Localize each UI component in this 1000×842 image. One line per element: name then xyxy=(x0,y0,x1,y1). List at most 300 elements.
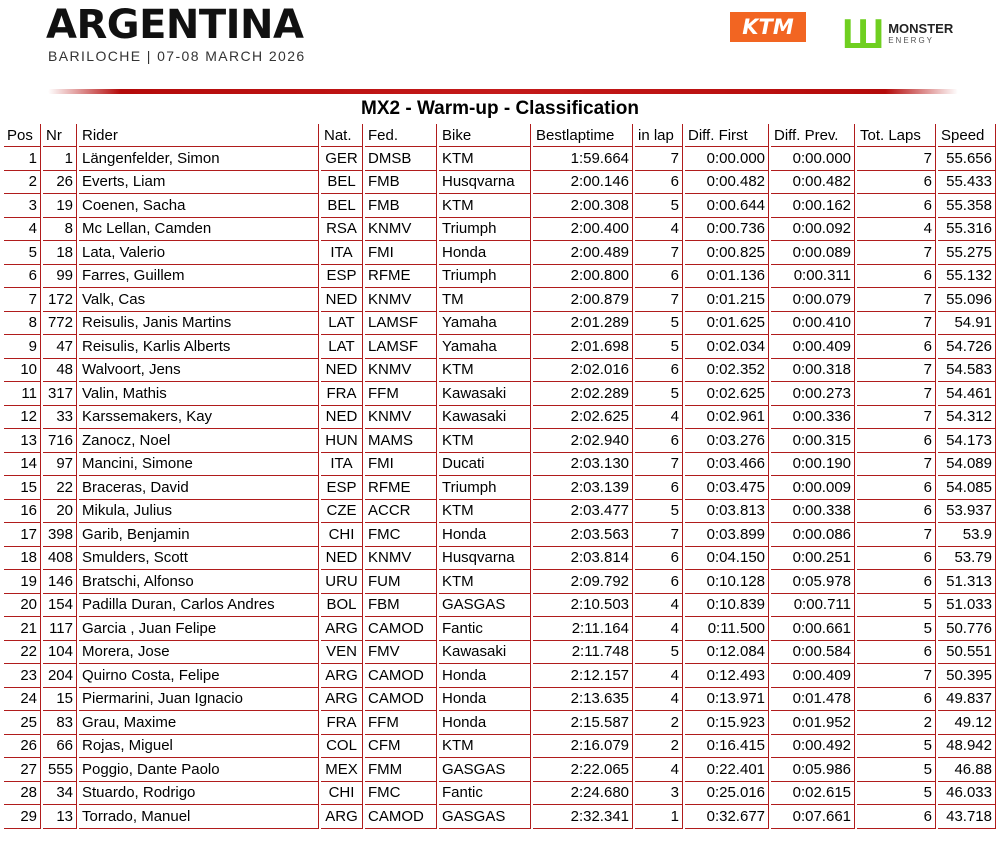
cell-in-lap: 1 xyxy=(635,805,683,829)
cell-nr: 48 xyxy=(43,359,77,383)
cell-bestlaptime: 2:00.800 xyxy=(533,265,633,289)
table-row xyxy=(4,805,996,829)
cell-nr: 22 xyxy=(43,476,77,500)
cell-diff-first: 0:15.923 xyxy=(685,711,769,735)
cell-nr: 20 xyxy=(43,500,77,524)
cell-rider: Braceras, David xyxy=(79,476,319,500)
cell-speed: 54.726 xyxy=(938,335,996,359)
cell-nr: 104 xyxy=(43,641,77,665)
cell-bestlaptime: 2:00.400 xyxy=(533,218,633,242)
cell-speed: 46.033 xyxy=(938,782,996,806)
cell-diff-first: 0:00.482 xyxy=(685,171,769,195)
table-row xyxy=(4,359,996,383)
cell-tot-laps: 6 xyxy=(857,171,936,195)
cell-fed: FMM xyxy=(365,758,437,782)
table-row xyxy=(4,288,996,312)
cell-bestlaptime: 2:00.146 xyxy=(533,171,633,195)
cell-rider: Farres, Guillem xyxy=(79,265,319,289)
cell-tot-laps: 6 xyxy=(857,500,936,524)
cell-bike: Kawasaki xyxy=(439,382,531,406)
cell-speed: 50.395 xyxy=(938,664,996,688)
table-row xyxy=(4,758,996,782)
cell-speed: 54.91 xyxy=(938,312,996,336)
cell-nat: URU xyxy=(321,570,363,594)
cell-nat: ITA xyxy=(321,241,363,265)
cell-diff-prev: 0:00.318 xyxy=(771,359,855,383)
cell-tot-laps: 2 xyxy=(857,711,936,735)
cell-bike: Honda xyxy=(439,711,531,735)
cell-diff-prev: 0:00.336 xyxy=(771,406,855,430)
cell-diff-first: 0:11.500 xyxy=(685,617,769,641)
cell-bestlaptime: 2:00.308 xyxy=(533,194,633,218)
column-header-nr: Nr xyxy=(43,124,77,147)
table-row xyxy=(4,382,996,406)
cell-pos: 4 xyxy=(4,218,41,242)
cell-nat: ITA xyxy=(321,453,363,477)
column-header-in-lap: in lap xyxy=(635,124,683,147)
cell-diff-prev: 0:00.315 xyxy=(771,429,855,453)
table-row xyxy=(4,406,996,430)
cell-nat: NED xyxy=(321,547,363,571)
cell-bike: Kawasaki xyxy=(439,406,531,430)
cell-in-lap: 5 xyxy=(635,500,683,524)
table-row xyxy=(4,171,996,195)
cell-diff-first: 0:12.493 xyxy=(685,664,769,688)
cell-bestlaptime: 2:09.792 xyxy=(533,570,633,594)
cell-bike: GASGAS xyxy=(439,805,531,829)
cell-tot-laps: 6 xyxy=(857,688,936,712)
cell-speed: 55.132 xyxy=(938,265,996,289)
cell-speed: 55.656 xyxy=(938,147,996,171)
cell-in-lap: 2 xyxy=(635,711,683,735)
cell-bike: Fantic xyxy=(439,782,531,806)
cell-rider: Valin, Mathis xyxy=(79,382,319,406)
cell-diff-prev: 0:00.273 xyxy=(771,382,855,406)
cell-in-lap: 5 xyxy=(635,641,683,665)
cell-bike: GASGAS xyxy=(439,758,531,782)
cell-in-lap: 4 xyxy=(635,664,683,688)
column-header-bestlaptime: Bestlaptime xyxy=(533,124,633,147)
cell-pos: 23 xyxy=(4,664,41,688)
cell-tot-laps: 6 xyxy=(857,547,936,571)
cell-speed: 55.433 xyxy=(938,171,996,195)
cell-in-lap: 5 xyxy=(635,335,683,359)
cell-pos: 26 xyxy=(4,735,41,759)
cell-in-lap: 3 xyxy=(635,782,683,806)
cell-bestlaptime: 2:02.289 xyxy=(533,382,633,406)
cell-rider: Everts, Liam xyxy=(79,171,319,195)
cell-fed: RFME xyxy=(365,265,437,289)
cell-bestlaptime: 2:03.563 xyxy=(533,523,633,547)
cell-tot-laps: 7 xyxy=(857,147,936,171)
cell-nr: 19 xyxy=(43,194,77,218)
cell-nr: 555 xyxy=(43,758,77,782)
cell-fed: MAMS xyxy=(365,429,437,453)
cell-in-lap: 7 xyxy=(635,147,683,171)
cell-nat: COL xyxy=(321,735,363,759)
cell-fed: KNMV xyxy=(365,406,437,430)
cell-bestlaptime: 2:22.065 xyxy=(533,758,633,782)
cell-fed: RFME xyxy=(365,476,437,500)
cell-nr: 8 xyxy=(43,218,77,242)
column-header-speed: Speed xyxy=(938,124,996,147)
cell-tot-laps: 7 xyxy=(857,312,936,336)
cell-nr: 15 xyxy=(43,688,77,712)
cell-speed: 55.275 xyxy=(938,241,996,265)
table-row xyxy=(4,523,996,547)
cell-pos: 14 xyxy=(4,453,41,477)
cell-fed: CAMOD xyxy=(365,688,437,712)
cell-rider: Stuardo, Rodrigo xyxy=(79,782,319,806)
cell-tot-laps: 7 xyxy=(857,406,936,430)
cell-bike: Triumph xyxy=(439,476,531,500)
cell-pos: 7 xyxy=(4,288,41,312)
cell-speed: 49.837 xyxy=(938,688,996,712)
cell-diff-first: 0:02.352 xyxy=(685,359,769,383)
cell-pos: 15 xyxy=(4,476,41,500)
cell-diff-prev: 0:00.711 xyxy=(771,594,855,618)
cell-nr: 83 xyxy=(43,711,77,735)
cell-speed: 49.12 xyxy=(938,711,996,735)
cell-in-lap: 7 xyxy=(635,453,683,477)
cell-pos: 6 xyxy=(4,265,41,289)
cell-bestlaptime: 2:24.680 xyxy=(533,782,633,806)
cell-rider: Lata, Valerio xyxy=(79,241,319,265)
cell-bike: Yamaha xyxy=(439,335,531,359)
event-subtitle: BARILOCHE | 07-08 MARCH 2026 xyxy=(48,48,306,64)
cell-bestlaptime: 2:03.139 xyxy=(533,476,633,500)
cell-speed: 51.313 xyxy=(938,570,996,594)
table-row xyxy=(4,312,996,336)
cell-speed: 46.88 xyxy=(938,758,996,782)
cell-in-lap: 5 xyxy=(635,382,683,406)
cell-nat: ARG xyxy=(321,805,363,829)
cell-rider: Mancini, Simone xyxy=(79,453,319,477)
cell-bike: Husqvarna xyxy=(439,547,531,571)
cell-pos: 29 xyxy=(4,805,41,829)
cell-in-lap: 5 xyxy=(635,194,683,218)
cell-tot-laps: 6 xyxy=(857,805,936,829)
cell-rider: Zanocz, Noel xyxy=(79,429,319,453)
cell-diff-first: 0:02.625 xyxy=(685,382,769,406)
cell-nat: ESP xyxy=(321,265,363,289)
cell-fed: KNMV xyxy=(365,547,437,571)
cell-tot-laps: 5 xyxy=(857,735,936,759)
cell-pos: 27 xyxy=(4,758,41,782)
cell-bestlaptime: 2:02.625 xyxy=(533,406,633,430)
cell-fed: FFM xyxy=(365,711,437,735)
cell-tot-laps: 5 xyxy=(857,617,936,641)
cell-bike: Triumph xyxy=(439,265,531,289)
cell-in-lap: 4 xyxy=(635,406,683,430)
table-row xyxy=(4,476,996,500)
cell-speed: 50.551 xyxy=(938,641,996,665)
table-row xyxy=(4,711,996,735)
cell-fed: LAMSF xyxy=(365,335,437,359)
cell-nat: ESP xyxy=(321,476,363,500)
cell-speed: 53.79 xyxy=(938,547,996,571)
cell-nat: LAT xyxy=(321,312,363,336)
table-row xyxy=(4,335,996,359)
cell-nr: 97 xyxy=(43,453,77,477)
cell-nat: ARG xyxy=(321,664,363,688)
cell-bestlaptime: 2:02.016 xyxy=(533,359,633,383)
cell-bestlaptime: 2:11.748 xyxy=(533,641,633,665)
cell-rider: Valk, Cas xyxy=(79,288,319,312)
cell-diff-first: 0:13.971 xyxy=(685,688,769,712)
table-row xyxy=(4,453,996,477)
cell-diff-prev: 0:05.986 xyxy=(771,758,855,782)
cell-fed: CAMOD xyxy=(365,664,437,688)
cell-nr: 99 xyxy=(43,265,77,289)
cell-speed: 51.033 xyxy=(938,594,996,618)
cell-pos: 16 xyxy=(4,500,41,524)
table-row xyxy=(4,617,996,641)
column-header-tot-laps: Tot. Laps xyxy=(857,124,936,147)
cell-nr: 772 xyxy=(43,312,77,336)
cell-bestlaptime: 2:01.289 xyxy=(533,312,633,336)
cell-bestlaptime: 2:02.940 xyxy=(533,429,633,453)
header-stripe xyxy=(48,89,958,94)
cell-diff-prev: 0:00.311 xyxy=(771,265,855,289)
cell-nat: RSA xyxy=(321,218,363,242)
table-row xyxy=(4,735,996,759)
cell-bestlaptime: 2:01.698 xyxy=(533,335,633,359)
cell-nat: BEL xyxy=(321,171,363,195)
cell-rider: Garib, Benjamin xyxy=(79,523,319,547)
table-row xyxy=(4,547,996,571)
cell-diff-prev: 0:01.478 xyxy=(771,688,855,712)
cell-speed: 54.461 xyxy=(938,382,996,406)
cell-in-lap: 6 xyxy=(635,171,683,195)
cell-bestlaptime: 2:03.477 xyxy=(533,500,633,524)
cell-diff-first: 0:01.215 xyxy=(685,288,769,312)
cell-nat: MEX xyxy=(321,758,363,782)
cell-in-lap: 4 xyxy=(635,617,683,641)
cell-bestlaptime: 2:32.341 xyxy=(533,805,633,829)
cell-bestlaptime: 2:16.079 xyxy=(533,735,633,759)
cell-pos: 11 xyxy=(4,382,41,406)
cell-fed: FMI xyxy=(365,453,437,477)
cell-bestlaptime: 1:59.664 xyxy=(533,147,633,171)
cell-nat: ARG xyxy=(321,688,363,712)
cell-bike: Husqvarna xyxy=(439,171,531,195)
cell-tot-laps: 7 xyxy=(857,453,936,477)
cell-pos: 22 xyxy=(4,641,41,665)
cell-in-lap: 6 xyxy=(635,476,683,500)
cell-nat: ARG xyxy=(321,617,363,641)
table-row xyxy=(4,241,996,265)
cell-tot-laps: 6 xyxy=(857,194,936,218)
column-header-rider: Rider xyxy=(79,124,319,147)
cell-pos: 25 xyxy=(4,711,41,735)
cell-rider: Rojas, Miguel xyxy=(79,735,319,759)
cell-bike: KTM xyxy=(439,735,531,759)
cell-diff-prev: 0:07.661 xyxy=(771,805,855,829)
column-header-pos: Pos xyxy=(4,124,41,147)
cell-nat: BEL xyxy=(321,194,363,218)
cell-nr: 18 xyxy=(43,241,77,265)
ktm-logo-text: KTM xyxy=(742,15,794,39)
cell-rider: Poggio, Dante Paolo xyxy=(79,758,319,782)
cell-in-lap: 6 xyxy=(635,570,683,594)
cell-rider: Quirno Costa, Felipe xyxy=(79,664,319,688)
monster-logo-text: MONSTER xyxy=(888,21,954,37)
classification-title: MX2 - Warm-up - Classification xyxy=(361,98,639,119)
cell-rider: Reisulis, Karlis Alberts xyxy=(79,335,319,359)
cell-diff-prev: 0:00.089 xyxy=(771,241,855,265)
cell-bestlaptime: 2:13.635 xyxy=(533,688,633,712)
cell-bike: Honda xyxy=(439,523,531,547)
cell-pos: 8 xyxy=(4,312,41,336)
cell-diff-first: 0:00.736 xyxy=(685,218,769,242)
cell-diff-prev: 0:00.009 xyxy=(771,476,855,500)
cell-rider: Smulders, Scott xyxy=(79,547,319,571)
cell-bestlaptime: 2:03.130 xyxy=(533,453,633,477)
cell-in-lap: 6 xyxy=(635,359,683,383)
cell-bike: Triumph xyxy=(439,218,531,242)
cell-fed: DMSB xyxy=(365,147,437,171)
cell-bestlaptime: 2:11.164 xyxy=(533,617,633,641)
cell-fed: ACCR xyxy=(365,500,437,524)
cell-diff-prev: 0:00.251 xyxy=(771,547,855,571)
cell-pos: 12 xyxy=(4,406,41,430)
cell-diff-first: 0:03.475 xyxy=(685,476,769,500)
cell-pos: 9 xyxy=(4,335,41,359)
cell-bestlaptime: 2:00.489 xyxy=(533,241,633,265)
cell-pos: 5 xyxy=(4,241,41,265)
cell-nr: 716 xyxy=(43,429,77,453)
cell-nr: 172 xyxy=(43,288,77,312)
cell-speed: 48.942 xyxy=(938,735,996,759)
column-header-diff-first: Diff. First xyxy=(685,124,769,147)
cell-bike: Ducati xyxy=(439,453,531,477)
cell-diff-prev: 0:02.615 xyxy=(771,782,855,806)
cell-speed: 55.096 xyxy=(938,288,996,312)
cell-fed: FMI xyxy=(365,241,437,265)
monster-energy-logo xyxy=(842,4,954,64)
cell-in-lap: 7 xyxy=(635,241,683,265)
cell-bike: KTM xyxy=(439,500,531,524)
cell-nr: 204 xyxy=(43,664,77,688)
cell-diff-first: 0:03.813 xyxy=(685,500,769,524)
cell-tot-laps: 6 xyxy=(857,570,936,594)
cell-pos: 18 xyxy=(4,547,41,571)
cell-speed: 55.358 xyxy=(938,194,996,218)
cell-nat: NED xyxy=(321,406,363,430)
cell-pos: 20 xyxy=(4,594,41,618)
cell-tot-laps: 7 xyxy=(857,359,936,383)
cell-tot-laps: 6 xyxy=(857,429,936,453)
cell-nat: BOL xyxy=(321,594,363,618)
cell-bike: KTM xyxy=(439,194,531,218)
cell-bestlaptime: 2:12.157 xyxy=(533,664,633,688)
cell-pos: 1 xyxy=(4,147,41,171)
cell-diff-first: 0:25.016 xyxy=(685,782,769,806)
cell-diff-prev: 0:00.584 xyxy=(771,641,855,665)
cell-nat: GER xyxy=(321,147,363,171)
cell-nat: CZE xyxy=(321,500,363,524)
cell-fed: FMC xyxy=(365,523,437,547)
cell-speed: 50.776 xyxy=(938,617,996,641)
cell-diff-first: 0:00.825 xyxy=(685,241,769,265)
cell-diff-first: 0:03.466 xyxy=(685,453,769,477)
table-row xyxy=(4,500,996,524)
cell-fed: FMV xyxy=(365,641,437,665)
cell-speed: 53.9 xyxy=(938,523,996,547)
cell-diff-prev: 0:00.092 xyxy=(771,218,855,242)
table-row xyxy=(4,782,996,806)
cell-nat: VEN xyxy=(321,641,363,665)
cell-tot-laps: 5 xyxy=(857,782,936,806)
cell-nat: CHI xyxy=(321,523,363,547)
monster-claw-icon: Ш xyxy=(842,10,885,57)
cell-rider: Garcia , Juan Felipe xyxy=(79,617,319,641)
table-row xyxy=(4,147,996,171)
cell-in-lap: 5 xyxy=(635,312,683,336)
table-body xyxy=(4,147,996,829)
cell-pos: 21 xyxy=(4,617,41,641)
table-row xyxy=(4,429,996,453)
cell-diff-first: 0:00.000 xyxy=(685,147,769,171)
cell-diff-first: 0:10.839 xyxy=(685,594,769,618)
cell-diff-first: 0:10.128 xyxy=(685,570,769,594)
cell-pos: 17 xyxy=(4,523,41,547)
cell-speed: 43.718 xyxy=(938,805,996,829)
cell-bestlaptime: 2:15.587 xyxy=(533,711,633,735)
cell-diff-first: 0:03.276 xyxy=(685,429,769,453)
cell-bestlaptime: 2:03.814 xyxy=(533,547,633,571)
cell-fed: CFM xyxy=(365,735,437,759)
cell-tot-laps: 7 xyxy=(857,288,936,312)
cell-diff-prev: 0:00.410 xyxy=(771,312,855,336)
cell-fed: FFM xyxy=(365,382,437,406)
cell-diff-prev: 0:00.079 xyxy=(771,288,855,312)
cell-bike: KTM xyxy=(439,359,531,383)
cell-fed: FBM xyxy=(365,594,437,618)
cell-nat: FRA xyxy=(321,382,363,406)
cell-nat: NED xyxy=(321,359,363,383)
cell-diff-prev: 0:00.338 xyxy=(771,500,855,524)
event-title: ARGENTINA xyxy=(46,2,304,48)
cell-bike: Honda xyxy=(439,688,531,712)
cell-fed: FMB xyxy=(365,194,437,218)
cell-rider: Coenen, Sacha xyxy=(79,194,319,218)
cell-bike: KTM xyxy=(439,429,531,453)
cell-pos: 13 xyxy=(4,429,41,453)
table-row xyxy=(4,664,996,688)
cell-in-lap: 7 xyxy=(635,288,683,312)
cell-bike: KTM xyxy=(439,147,531,171)
cell-in-lap: 4 xyxy=(635,688,683,712)
cell-tot-laps: 7 xyxy=(857,241,936,265)
cell-bike: KTM xyxy=(439,570,531,594)
ktm-logo xyxy=(730,12,806,42)
cell-speed: 53.937 xyxy=(938,500,996,524)
cell-diff-prev: 0:00.086 xyxy=(771,523,855,547)
cell-diff-first: 0:12.084 xyxy=(685,641,769,665)
cell-fed: FMB xyxy=(365,171,437,195)
cell-fed: CAMOD xyxy=(365,805,437,829)
cell-in-lap: 4 xyxy=(635,594,683,618)
table-row xyxy=(4,265,996,289)
cell-bestlaptime: 2:00.879 xyxy=(533,288,633,312)
cell-nr: 146 xyxy=(43,570,77,594)
cell-diff-first: 0:01.136 xyxy=(685,265,769,289)
column-header-nat: Nat. xyxy=(321,124,363,147)
cell-nr: 117 xyxy=(43,617,77,641)
cell-nat: HUN xyxy=(321,429,363,453)
